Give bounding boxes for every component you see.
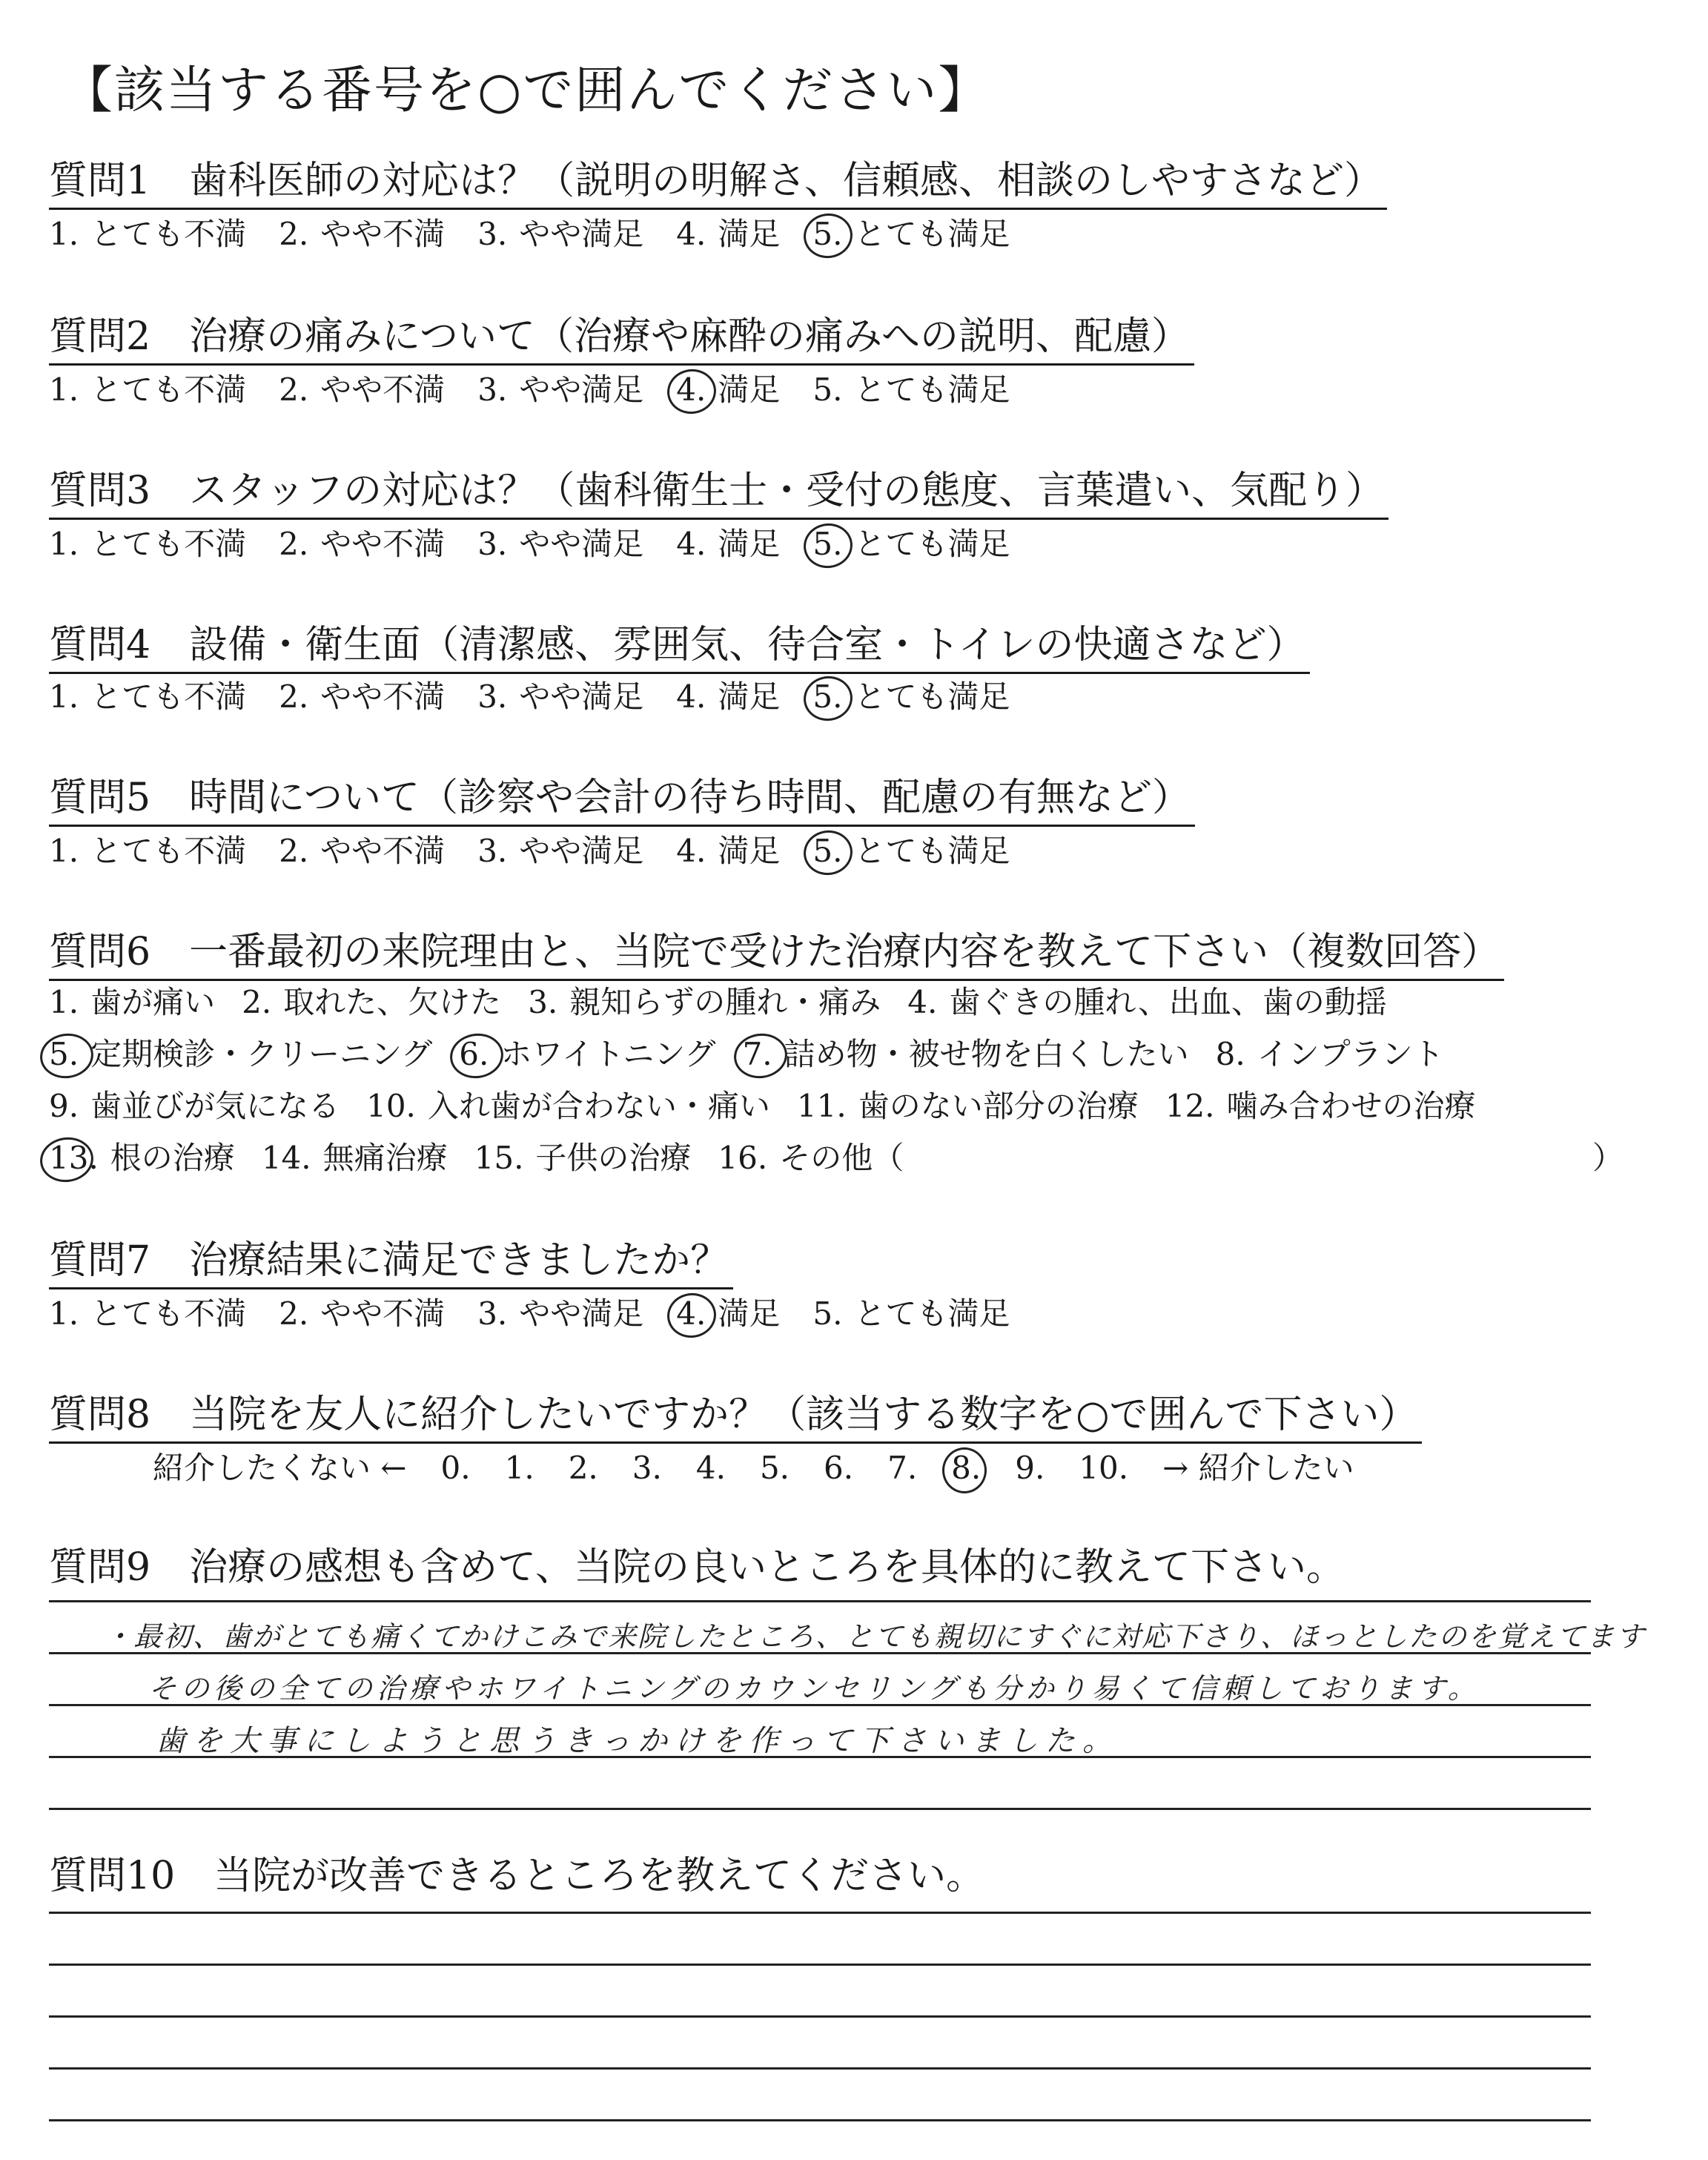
option-3: 3. やや満足 [477,1295,644,1332]
option-1: 1. とても不満 [49,833,247,869]
question-6-other-close: ） [1592,1140,1624,1176]
question-9-answer-line-2: その後の全ての治療やホワイトニングのカウンセリングも分かり易くて信頼しております。 [148,1672,1480,1705]
option-5: 5. とても満足 [812,678,1010,715]
option-3: 3. やや満足 [477,216,644,252]
option-3: 3. やや満足 [477,526,644,562]
question-2-options [49,368,1042,412]
q6-option-4: 4. 歯ぐきの腫れ、出血、歯の動揺 [907,984,1387,1020]
q6-option-10: 10. 入れ歯が合わない・痛い [366,1088,770,1124]
scale-value-7: 7. [887,1450,918,1486]
scale-value-8: 8. [951,1446,981,1490]
option-4: 4. 満足 [676,526,781,562]
question-9-answer-line-1: ・最初、歯がとても痛くてかけこみで来院したところ、とても親切にすぐに対応下さり、ほっとしたのを覚えてます [104,1620,1646,1653]
question-5-title: 質問5 時間について（診察や会計の待ち時間、配慮の有無など） [49,771,1195,827]
option-5: 5. とても満足 [812,371,1010,408]
option-1: 1. とても不満 [49,216,247,252]
q6-option-6: 6. ホワイトニング [459,1036,716,1072]
option-2: 2. やや不満 [279,1295,446,1332]
question-9-title: 質問9 治療の感想も含めて、当院の良いところを具体的に教えて下さい。 [49,1545,1345,1590]
option-5: 5. とても満足 [812,1295,1010,1332]
answer-line [49,1600,1591,1602]
question-5-options [49,829,1042,873]
q6-option-11: 11. 歯のない部分の治療 [796,1088,1139,1124]
q6-option-1: 1. 歯が痛い [49,984,216,1020]
question-8-title: 質問8 当院を友人に紹介したいですか？（該当する数字を○で囲んで下さい） [49,1388,1422,1444]
option-3: 3. やや満足 [477,678,644,715]
option-4: 4. 満足 [676,216,781,252]
answer-line [49,2067,1591,2070]
answer-line [49,1912,1591,1914]
option-2: 2. やや不満 [279,216,446,252]
q6-option-3: 3. 親知らずの腫れ・痛み [528,984,881,1020]
question-6-row-3 [49,1084,1503,1129]
question-7-options [49,1292,1042,1336]
page-heading: 【該当する番号を○で囲んでください】 [62,62,990,120]
scale-value-2: 2. [568,1450,598,1486]
scale-value-1: 1. [504,1450,534,1486]
option-1: 1. とても不満 [49,526,247,562]
question-9-answer-line-3: 歯を大事にしようと思うきっかけを作って下さいました。 [156,1724,1119,1758]
answer-line [49,1808,1591,1810]
scale-value-6: 6. [824,1450,854,1486]
scale-value-10: 10. [1079,1450,1129,1486]
question-2-title: 質問2 治療の痛みについて（治療や麻酔の痛みへの説明、配慮） [49,310,1194,366]
question-10-title: 質問10 当院が改善できるところを教えてください。 [49,1854,985,1898]
question-1-title: 質問1 歯科医師の対応は？（説明の明解さ、信頼感、相談のしやすさなど） [49,154,1387,210]
q6-option-12: 12. 噛み合わせの治療 [1165,1088,1476,1124]
q6-option-16: 16. その他（ [718,1140,904,1176]
question-4-options [49,675,1042,719]
option-2: 2. やや不満 [279,371,446,408]
scale-value-4: 4. [695,1450,726,1486]
scale-left-label: 紹介したくない ← [153,1450,407,1486]
answer-line [49,1964,1591,1966]
question-6-row-2 [49,1032,1471,1077]
q6-option-5: 5. 定期検診・クリーニング [49,1036,433,1072]
option-4: 4. 満足 [676,833,781,869]
q6-option-9: 9. 歯並びが気になる [49,1088,340,1124]
scale-value-3: 3. [632,1450,662,1486]
option-2: 2. やや不満 [279,833,446,869]
answer-line [49,2119,1591,2121]
option-4: 4. 満足 [676,371,781,408]
scale-value-0: 0. [440,1450,471,1486]
q6-option-8: 8. インプラント [1215,1036,1444,1072]
q6-option-14: 14. 無痛治療 [261,1140,448,1176]
question-7-title: 質問7 治療結果に満足できましたか？ [49,1234,733,1289]
question-3-options [49,522,1042,567]
option-3: 3. やや満足 [477,371,644,408]
question-1-options [49,212,1042,257]
option-4: 4. 満足 [676,678,781,715]
option-5: 5. とても満足 [812,833,1010,869]
q6-option-13: 13. 根の治療 [49,1140,235,1176]
question-6-row-4 [49,1136,930,1180]
option-1: 1. とても不満 [49,1295,247,1332]
question-6-row-1 [49,980,1414,1025]
question-8-scale [153,1446,1388,1490]
q6-option-2: 2. 取れた、欠けた [242,984,502,1020]
scale-value-9: 9. [1015,1450,1045,1486]
option-1: 1. とても不満 [49,371,247,408]
q6-option-7: 7. 詰め物・被せ物を白くしたい [742,1036,1189,1072]
question-4-title: 質問4 設備・衛生面（清潔感、雰囲気、待合室・トイレの快適さなど） [49,618,1310,674]
option-2: 2. やや不満 [279,678,446,715]
option-1: 1. とても不満 [49,678,247,715]
q6-option-15: 15. 子供の治療 [474,1140,692,1176]
question-3-title: 質問3 スタッフの対応は？（歯科衛生士・受付の態度、言葉遣い、気配り） [49,464,1388,520]
option-2: 2. やや不満 [279,526,446,562]
option-4: 4. 満足 [676,1295,781,1332]
answer-line [49,2015,1591,2018]
scale-value-5: 5. [759,1450,790,1486]
option-3: 3. やや満足 [477,833,644,869]
question-6-title: 質問6 一番最初の来院理由と、当院で受けた治療内容を教えて下さい（複数回答） [49,925,1504,981]
scale-right-label: → 紹介したい [1162,1450,1354,1486]
option-5: 5. とても満足 [812,526,1010,562]
option-5: 5. とても満足 [812,216,1010,252]
